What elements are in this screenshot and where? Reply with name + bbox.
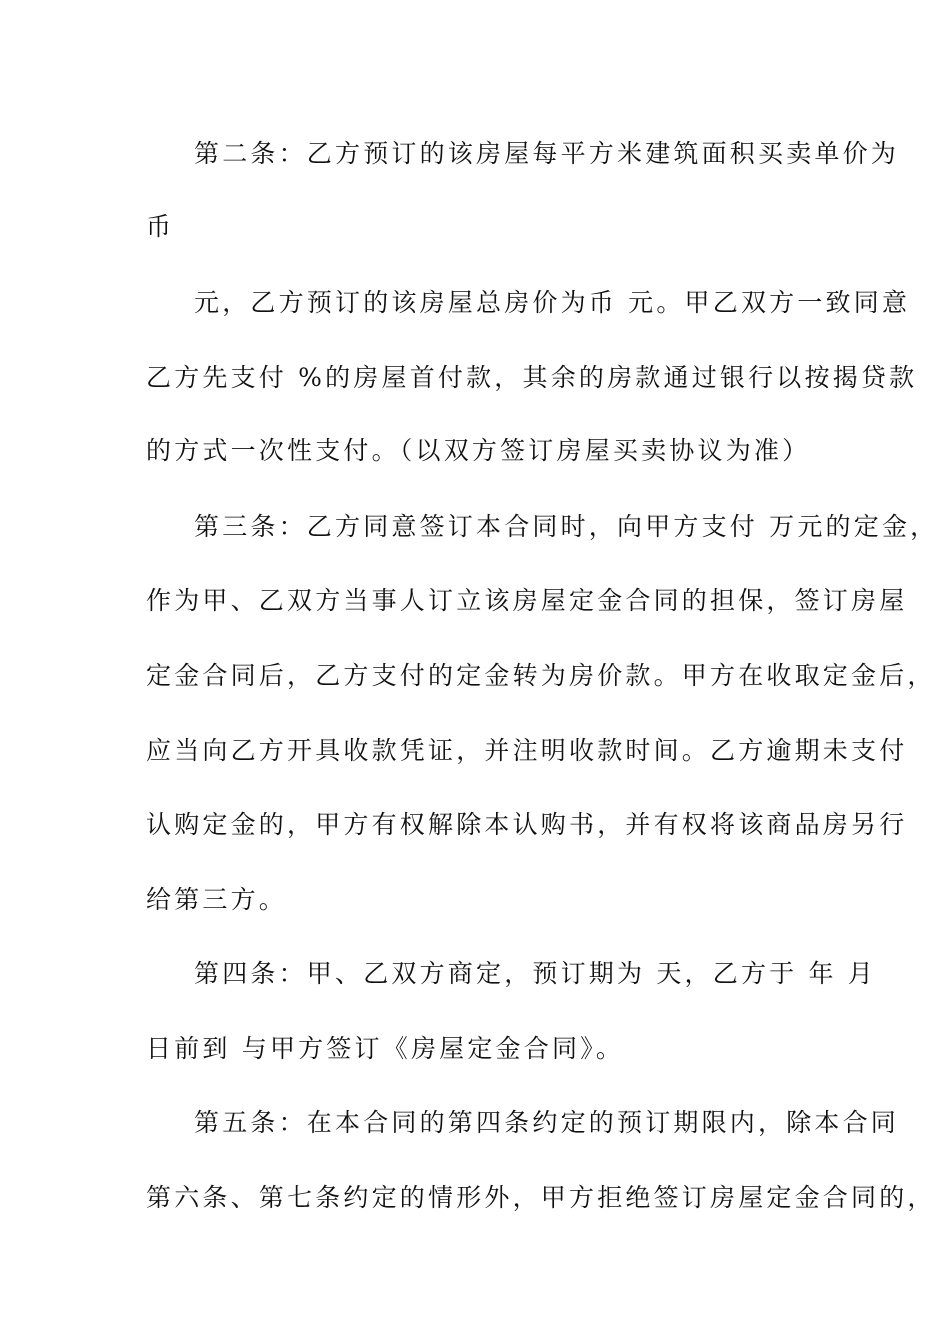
text-line-article-2: 第二条：乙方预订的该房屋每平方米建筑面积买卖单价为 <box>194 139 900 168</box>
text-line: 定金合同后，乙方支付的定金转为房价款。甲方在收取定金后， <box>146 661 936 690</box>
text-line: 给第三方。 <box>146 885 288 914</box>
text-line-article-3: 第三条：乙方同意签订本合同时，向甲方支付 万元的定金， <box>194 512 939 541</box>
text-line-article-5: 第五条：在本合同的第四条约定的预订期限内，除本合同 <box>194 1108 900 1137</box>
text-line: 元，乙方预订的该房屋总房价为币 元。甲乙双方一致同意 <box>194 288 911 317</box>
text-line: 的方式一次性支付。（以双方签订房屋买卖协议为准） <box>146 436 811 465</box>
text-line: 乙方先支付 %的房屋首付款，其余的房款通过银行以按揭贷款 <box>146 363 918 392</box>
text-line: 应当向乙方开具收款凭证，并注明收款时间。乙方逾期未支付 <box>146 736 908 765</box>
text-line: 日前到 与甲方签订《房屋定金合同》。 <box>146 1034 625 1063</box>
text-line: 认购定金的，甲方有权解除本认购书，并有权将该商品房另行 <box>146 810 908 839</box>
text-line: 作为甲、乙双方当事人订立该房屋定金合同的担保，签订房屋 <box>146 586 908 615</box>
text-line: 第六条、第七条约定的情形外，甲方拒绝签订房屋定金合同的， <box>146 1183 936 1212</box>
text-line: 币 <box>146 212 175 241</box>
text-line-article-4: 第四条：甲、乙双方商定，预订期为 天，乙方于 年 月 <box>194 959 877 988</box>
